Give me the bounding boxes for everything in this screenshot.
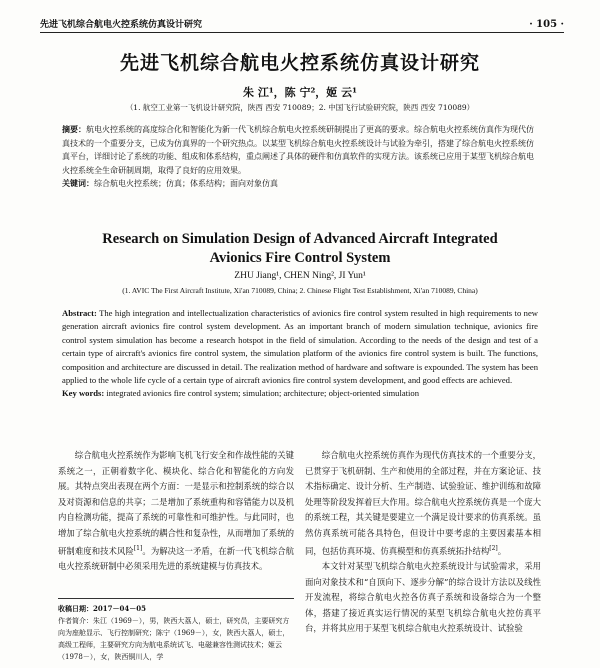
english-authors: ZHU Jiang¹, CHEN Ning², JI Yun¹ <box>234 271 366 281</box>
citation-ref[interactable]: [2] <box>489 545 498 552</box>
author-bio: 作者简介：朱江（1969－），男，陕西大荔人，硕士，研究员，主要研究方向为座舱显示、飞行控制研究；陈宁（1969－），女，陕西大荔人，硕士，高级工程师，主要研究方向为航电系统试飞、电磁兼容性测试技术；姬云（1978－），女，陕西铜川人，学 <box>58 617 290 661</box>
chinese-keywords-label: 关键词： <box>62 178 94 188</box>
chinese-abstract-text: 航电火控系统的高度综合化和智能化为新一代飞机综合航电火控系统研制提出了更高的要求。综合航电火控系统仿真作为现代仿真技术的一个重要分支，已成为仿真界的一个研究热点。以某型飞机综合航电火控系统设计与试验为牵引，搭建了综合航电火控系统仿真平台，详细讨论了系统的功能、组成和体系结构，重点阐述了具体的硬件和仿真软件的实现方法。该系统已应用于某型飞机综合航电火控系统全生命研制周期，取得了良好的应用效果。 <box>62 125 534 175</box>
body-paragraph <box>58 448 294 575</box>
body-right-text-1-end: 。 <box>497 545 507 556</box>
english-title-line-1: Research on Simulation Design of Advanced Aircraft Integrated <box>102 231 498 247</box>
chinese-affiliation: （1. 航空工业第一飞机设计研究院，陕西 西安 710089；2. 中国飞行试验研究院，陕西 西安 710089） <box>125 103 475 112</box>
english-affiliation: (1. AVIC The First Aircraft Institute, Xi'an 710089, China; 2. Chinese Flight Test Establishment, Xi'an 710089, China) <box>122 286 478 295</box>
chinese-abstract <box>62 123 538 191</box>
footnote <box>58 598 294 663</box>
body-right-column <box>305 448 541 637</box>
citation-ref[interactable]: [1] <box>133 545 143 552</box>
body-paragraph: 本文针对某型飞机综合航电火控系统设计与试验需求，采用面向对象技术和“自顶向下、逐步分解”的综合设计方法以及线性开发流程，将综合航电火控各仿真子系统和设备综合为一个整体，搭建了接近真实运行情况的某型飞机综合航电火控仿真平台，并将其应用于某型飞机综合航电火控系统设计、试验验 <box>305 561 541 634</box>
english-keywords-label: Key words: <box>62 388 105 399</box>
english-title <box>0 230 600 268</box>
chinese-authors: 朱 江¹，陈 宁²，姬 云¹ <box>243 86 357 99</box>
chinese-title: 先进飞机综合航电火控系统仿真设计研究 <box>119 52 480 74</box>
received-date: 收稿日期：2017－04－05 <box>58 604 146 613</box>
body-right-text-1: 综合航电火控系统仿真作为现代仿真技术的一个重要分支，已贯穿于飞机研制、生产和使用的全部过程，并在方案论证、技术指标确定、设计分析、生产制造、试验验证、维护训练和故障处理等阶段发挥着巨大作用。综合航电火控系统仿真是一个庞大的系统工程，其关键是要建立一个满足设计要求的仿真系统。虽然仿真系统可能各具特色，但设计中要考虑的主要因素基本相同，包括仿真环境、仿真模型和仿真系统拓扑结构 <box>305 450 541 556</box>
body-left-text-end: 。为解决这一矛盾，在新一代飞机综合航电火控系统研制中必须采用先进的系统建模与仿真技术。 <box>58 545 295 572</box>
body-left-column <box>58 448 294 575</box>
chinese-keywords-text: 综合航电火控系统；仿真；体系结构；面向对象仿真 <box>94 179 278 188</box>
chinese-abstract-label: 摘要： <box>62 124 86 134</box>
english-abstract-text: The high integration and intellectualization characteristics of avionics fire control system resulted in high requirements to new generation aircraft avionics fire control system development. As an important branch of modern simulation technique, avionics fire control system simulation has become a research hotspot in the field of simulation. According to the needs of the design and test of a certain type of aircraft's avionics fire control system, the simulation platform of the avionics fire control system is built. The functions, composition and architecture are discussed in detail. The realization method of hardware and software is expounded. The system has been applied to the whole life cycle of a certain type of aircraft avionics fire control system development, and good effects are achieved. <box>62 308 538 386</box>
body-left-text: 综合航电火控系统作为影响飞机飞行安全和作战性能的关键系统之一，正朝着数字化、模块化、综合化和智能化的方向发展。其特点突出表现在两个方面：一是显示和控制系统的综合以及对资源和信息的共享；二是增加了系统重构和容错能力以及机内自检测功能，提高了系统的可靠性和可维护性。与此同时，也增加了综合航电火控系统的耦合性和复杂性，从而增加了系统的研制难度和技术风险 <box>58 450 294 556</box>
running-title: 先进飞机综合航电火控系统仿真设计研究 <box>40 20 203 30</box>
english-title-line-2: Avionics Fire Control System <box>209 250 391 266</box>
running-header <box>40 12 564 33</box>
english-abstract <box>62 307 538 401</box>
english-abstract-label: Abstract: <box>62 308 97 318</box>
body-paragraph <box>305 448 541 559</box>
english-keywords-text: integrated avionics fire control system; simulation; architecture; object-oriented simulation <box>106 388 420 399</box>
page-number: · 105 · <box>529 19 564 30</box>
